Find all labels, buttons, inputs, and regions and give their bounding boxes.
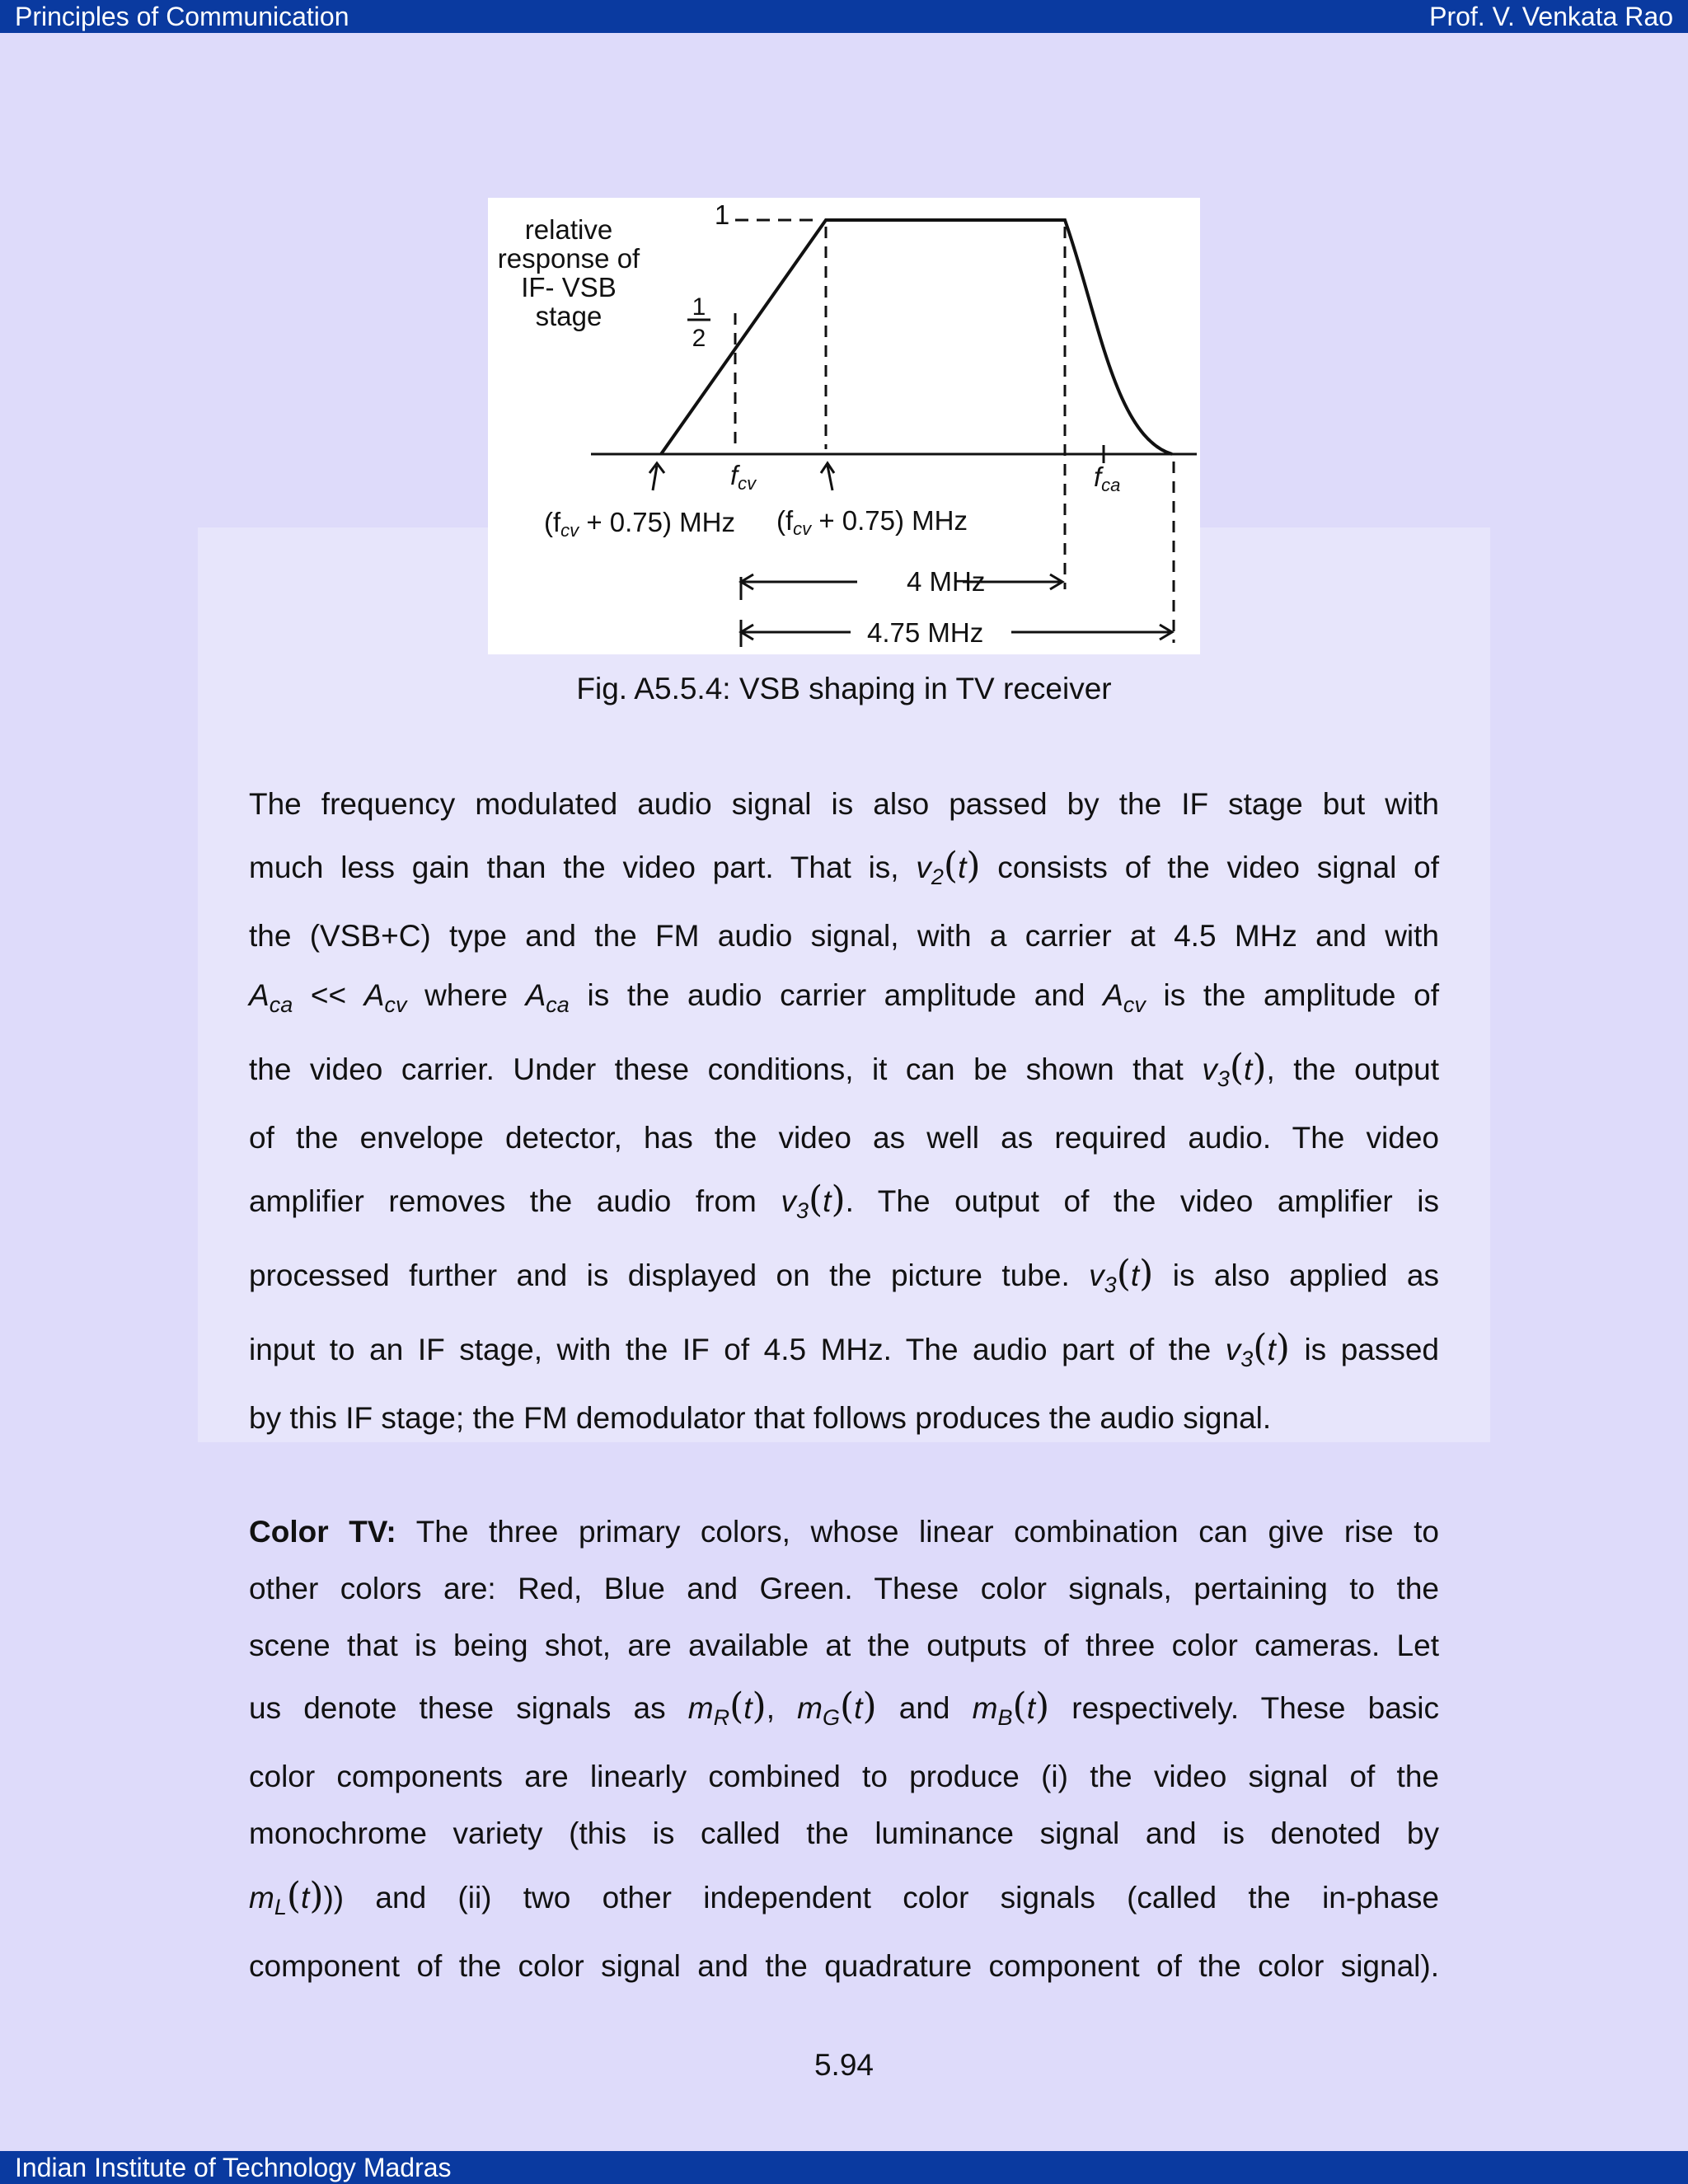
- para1-line-4: $A_{ca} << A_{cv}$ where $A_{ca}$ is the audio carrier amplitude and $A_{cv}$ is the amplitude of: [249, 978, 1439, 1017]
- ylabel-line-3: IF- VSB: [521, 272, 617, 302]
- ylabel-line-1: relative: [524, 214, 613, 245]
- para1-line-1: The frequency modulated audio signal is also passed by the IF stage but with: [249, 787, 1439, 821]
- half-numerator: 1: [692, 293, 706, 321]
- dim2-right-arrow: [1011, 625, 1172, 640]
- header-bar: [0, 0, 1688, 33]
- dimension-4mhz: 4 MHz: [907, 566, 986, 597]
- para1-line-7: amplifier removes the audio from $v_3(t)$. The output of the video amplifier is: [249, 1179, 1440, 1223]
- para1-line-6: of the envelope detector, has the video as well as required audio. The video: [249, 1121, 1439, 1155]
- dim1-left-arrow: [741, 574, 857, 589]
- figure-caption: Fig. A5.5.4: VSB shaping in TV receiver: [576, 672, 1112, 705]
- institution-name: Indian Institute of Technology Madras: [15, 2153, 452, 2182]
- freq-label-right: (fcv + 0.75) MHz: [776, 505, 968, 539]
- fcv-label: fcv: [730, 460, 757, 494]
- footer-bar: [0, 2151, 1688, 2184]
- para1-line-9: input to an IF stage, with the IF of 4.5 MHz. The audio part of the $v_3(t)$ is passed: [249, 1327, 1440, 1371]
- response-curve: [661, 220, 1172, 454]
- para2-line-6: monochrome variety (this is called the luminance signal and is denoted by: [249, 1816, 1439, 1850]
- color-tv-heading: Color TV:: [249, 1515, 396, 1549]
- para1-line-8: processed further and is displayed on the picture tube. $v_3(t)$ is also applied as: [249, 1253, 1439, 1297]
- para2-line-4: us denote these signals as $m_R(t)$, $m_G(t)$ and $m_B(t)$ respectively. These basic: [249, 1685, 1440, 1730]
- freq-label-left: (fcv + 0.75) MHz: [544, 507, 735, 541]
- para2-line-5: color components are linearly combined to produce (i) the video signal of the: [249, 1760, 1439, 1793]
- course-title: Principles of Communication: [15, 2, 349, 31]
- dimension-475mhz: 4.75 MHz: [867, 617, 984, 648]
- half-denominator: 2: [692, 325, 706, 352]
- para2-line-8: component of the color signal and the quadrature component of the color signal).: [249, 1949, 1439, 1983]
- dim2-left-arrow: [741, 625, 851, 640]
- level-one-label: 1: [714, 199, 730, 230]
- ylabel-line-4: stage: [535, 301, 603, 331]
- para1-line-2: much less gain than the video part. That is, $v_2(t)$ consists of the video signal of: [249, 845, 1439, 889]
- para1-line-10: by this IF stage; the FM demodulator that follows produces the audio signal.: [249, 1401, 1272, 1435]
- arrow-left-up: [649, 463, 664, 490]
- para1-line-3: the (VSB+C) type and the FM audio signal, with a carrier at 4.5 MHz and with: [249, 919, 1439, 953]
- para2-line-7: $m_L(t)$)) and (ii) two other independent color signals (called the in-phase: [249, 1875, 1439, 1919]
- ylabel-line-2: response of: [497, 243, 640, 274]
- para2-line-1: Color TV: The three primary colors, whose linear combination can give rise to: [249, 1515, 1439, 1549]
- page-number: 5.94: [814, 2048, 874, 2082]
- para2-line-2: other colors are: Red, Blue and Green. These color signals, pertaining to the: [249, 1572, 1439, 1605]
- fca-label: fca: [1094, 462, 1121, 495]
- para2-line-3: scene that is being shot, are available at the outputs of three color cameras. Let: [249, 1629, 1439, 1662]
- vsb-response-diagram: [488, 198, 1200, 654]
- vsb-figure: [488, 198, 1200, 654]
- author-name: Prof. V. Venkata Rao: [1429, 2, 1673, 31]
- arrow-right-up: [821, 463, 834, 490]
- para1-line-5: the video carrier. Under these conditions, it can be shown that $v_3(t)$, the output: [249, 1047, 1440, 1091]
